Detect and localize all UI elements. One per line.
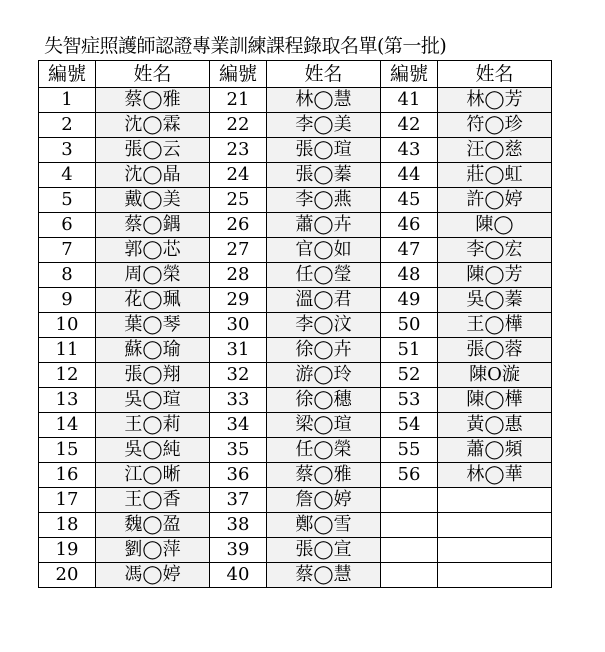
entry-name — [438, 563, 552, 588]
entry-number: 45 — [381, 188, 438, 213]
entry-name — [438, 538, 552, 563]
entry-number: 20 — [39, 563, 96, 588]
entry-number: 34 — [210, 413, 267, 438]
entry-number: 47 — [381, 238, 438, 263]
entry-number: 44 — [381, 163, 438, 188]
entry-name: 汪◯慈 — [438, 138, 552, 163]
entry-number: 53 — [381, 388, 438, 413]
entry-name: 吳◯蓁 — [438, 288, 552, 313]
entry-name: 詹◯婷 — [267, 488, 381, 513]
entry-name: 蕭◯卉 — [267, 213, 381, 238]
entry-number: 42 — [381, 113, 438, 138]
header-number: 編號 — [210, 61, 267, 88]
table-row — [39, 563, 552, 588]
table-row — [39, 488, 552, 513]
entry-name: 蔡◯慧 — [267, 563, 381, 588]
roster-table — [38, 60, 552, 588]
header-row — [39, 61, 552, 88]
table-row — [39, 388, 552, 413]
entry-name: 王◯樺 — [438, 313, 552, 338]
entry-number: 33 — [210, 388, 267, 413]
entry-number: 16 — [39, 463, 96, 488]
entry-name: 陳◯芳 — [438, 263, 552, 288]
entry-number: 17 — [39, 488, 96, 513]
table-row — [39, 313, 552, 338]
entry-number: 21 — [210, 88, 267, 113]
entry-name — [438, 513, 552, 538]
entry-number: 38 — [210, 513, 267, 538]
table-row — [39, 288, 552, 313]
table-row — [39, 188, 552, 213]
entry-number: 7 — [39, 238, 96, 263]
entry-name: 陳◯ — [438, 213, 552, 238]
entry-number: 27 — [210, 238, 267, 263]
entry-name: 黃◯惠 — [438, 413, 552, 438]
entry-name: 魏◯盈 — [96, 513, 210, 538]
table-row — [39, 338, 552, 363]
entry-name: 符◯珍 — [438, 113, 552, 138]
entry-number: 11 — [39, 338, 96, 363]
entry-name: 李◯宏 — [438, 238, 552, 263]
entry-number: 56 — [381, 463, 438, 488]
entry-name: 吳◯純 — [96, 438, 210, 463]
entry-number: 26 — [210, 213, 267, 238]
entry-number: 23 — [210, 138, 267, 163]
entry-name — [438, 488, 552, 513]
entry-name: 張◯蓁 — [267, 163, 381, 188]
table-row — [39, 88, 552, 113]
entry-number: 25 — [210, 188, 267, 213]
entry-name: 梁◯瑄 — [267, 413, 381, 438]
entry-number: 35 — [210, 438, 267, 463]
header-name: 姓名 — [438, 61, 552, 88]
entry-name: 徐◯穗 — [267, 388, 381, 413]
entry-number: 6 — [39, 213, 96, 238]
entry-name: 葉◯琴 — [96, 313, 210, 338]
entry-name: 王◯莉 — [96, 413, 210, 438]
entry-name: 陳◯樺 — [438, 388, 552, 413]
entry-number: 48 — [381, 263, 438, 288]
entry-number: 52 — [381, 363, 438, 388]
entry-name: 沈◯霖 — [96, 113, 210, 138]
entry-number: 37 — [210, 488, 267, 513]
entry-number: 51 — [381, 338, 438, 363]
entry-number — [381, 488, 438, 513]
table-row — [39, 138, 552, 163]
entry-number: 18 — [39, 513, 96, 538]
entry-name: 蕭◯頻 — [438, 438, 552, 463]
entry-number — [381, 513, 438, 538]
entry-name: 張◯宣 — [267, 538, 381, 563]
entry-number: 41 — [381, 88, 438, 113]
table-row — [39, 438, 552, 463]
entry-name: 徐◯卉 — [267, 338, 381, 363]
entry-number: 31 — [210, 338, 267, 363]
page-title: 失智症照護師認證專業訓練課程錄取名單(第一批) — [44, 35, 447, 57]
entry-number: 36 — [210, 463, 267, 488]
entry-name: 蔡◯鍝 — [96, 213, 210, 238]
entry-number: 15 — [39, 438, 96, 463]
entry-number: 4 — [39, 163, 96, 188]
entry-name: 許◯婷 — [438, 188, 552, 213]
table-row — [39, 413, 552, 438]
entry-number: 43 — [381, 138, 438, 163]
entry-name: 郭◯芯 — [96, 238, 210, 263]
entry-number: 12 — [39, 363, 96, 388]
entry-name: 林◯慧 — [267, 88, 381, 113]
entry-number: 13 — [39, 388, 96, 413]
entry-name: 沈◯晶 — [96, 163, 210, 188]
entry-number: 40 — [210, 563, 267, 588]
entry-name: 花◯珮 — [96, 288, 210, 313]
header-number: 編號 — [39, 61, 96, 88]
entry-number: 9 — [39, 288, 96, 313]
entry-name: 李◯汶 — [267, 313, 381, 338]
entry-number: 3 — [39, 138, 96, 163]
table-row — [39, 463, 552, 488]
entry-number — [381, 538, 438, 563]
entry-name: 游◯玲 — [267, 363, 381, 388]
header-name: 姓名 — [267, 61, 381, 88]
header-name: 姓名 — [96, 61, 210, 88]
entry-name: 王◯香 — [96, 488, 210, 513]
entry-name: 張◯蓉 — [438, 338, 552, 363]
entry-number: 32 — [210, 363, 267, 388]
header-number: 編號 — [381, 61, 438, 88]
entry-number: 50 — [381, 313, 438, 338]
entry-number: 30 — [210, 313, 267, 338]
table-row — [39, 513, 552, 538]
entry-number — [381, 563, 438, 588]
entry-name: 張◯云 — [96, 138, 210, 163]
entry-name: 官◯如 — [267, 238, 381, 263]
entry-number: 54 — [381, 413, 438, 438]
table-row — [39, 163, 552, 188]
entry-number: 14 — [39, 413, 96, 438]
entry-number: 29 — [210, 288, 267, 313]
entry-number: 39 — [210, 538, 267, 563]
entry-name: 林◯華 — [438, 463, 552, 488]
entry-number: 49 — [381, 288, 438, 313]
entry-number: 19 — [39, 538, 96, 563]
entry-name: 鄭◯雪 — [267, 513, 381, 538]
entry-name: 吳◯瑄 — [96, 388, 210, 413]
entry-name: 李◯美 — [267, 113, 381, 138]
entry-name: 任◯榮 — [267, 438, 381, 463]
table-row — [39, 213, 552, 238]
entry-name: 周◯榮 — [96, 263, 210, 288]
entry-number: 55 — [381, 438, 438, 463]
entry-number: 8 — [39, 263, 96, 288]
entry-name: 劉◯萍 — [96, 538, 210, 563]
table-row — [39, 113, 552, 138]
entry-number: 5 — [39, 188, 96, 213]
entry-name: 李◯燕 — [267, 188, 381, 213]
entry-name: 莊◯虹 — [438, 163, 552, 188]
entry-name: 戴◯美 — [96, 188, 210, 213]
table-row — [39, 238, 552, 263]
entry-name: 張◯瑄 — [267, 138, 381, 163]
entry-name: 張◯翔 — [96, 363, 210, 388]
table-row — [39, 538, 552, 563]
table-row — [39, 263, 552, 288]
entry-name: 陳O漩 — [438, 363, 552, 388]
entry-number: 28 — [210, 263, 267, 288]
entry-name: 馮◯婷 — [96, 563, 210, 588]
entry-number: 46 — [381, 213, 438, 238]
entry-number: 10 — [39, 313, 96, 338]
table-row — [39, 363, 552, 388]
entry-name: 任◯瑩 — [267, 263, 381, 288]
entry-number: 24 — [210, 163, 267, 188]
entry-name: 蔡◯雅 — [267, 463, 381, 488]
entry-name: 蔡◯雅 — [96, 88, 210, 113]
entry-number: 2 — [39, 113, 96, 138]
entry-name: 蘇◯瑜 — [96, 338, 210, 363]
entry-name: 江◯晰 — [96, 463, 210, 488]
entry-number: 1 — [39, 88, 96, 113]
entry-number: 22 — [210, 113, 267, 138]
entry-name: 林◯芳 — [438, 88, 552, 113]
entry-name: 溫◯君 — [267, 288, 381, 313]
